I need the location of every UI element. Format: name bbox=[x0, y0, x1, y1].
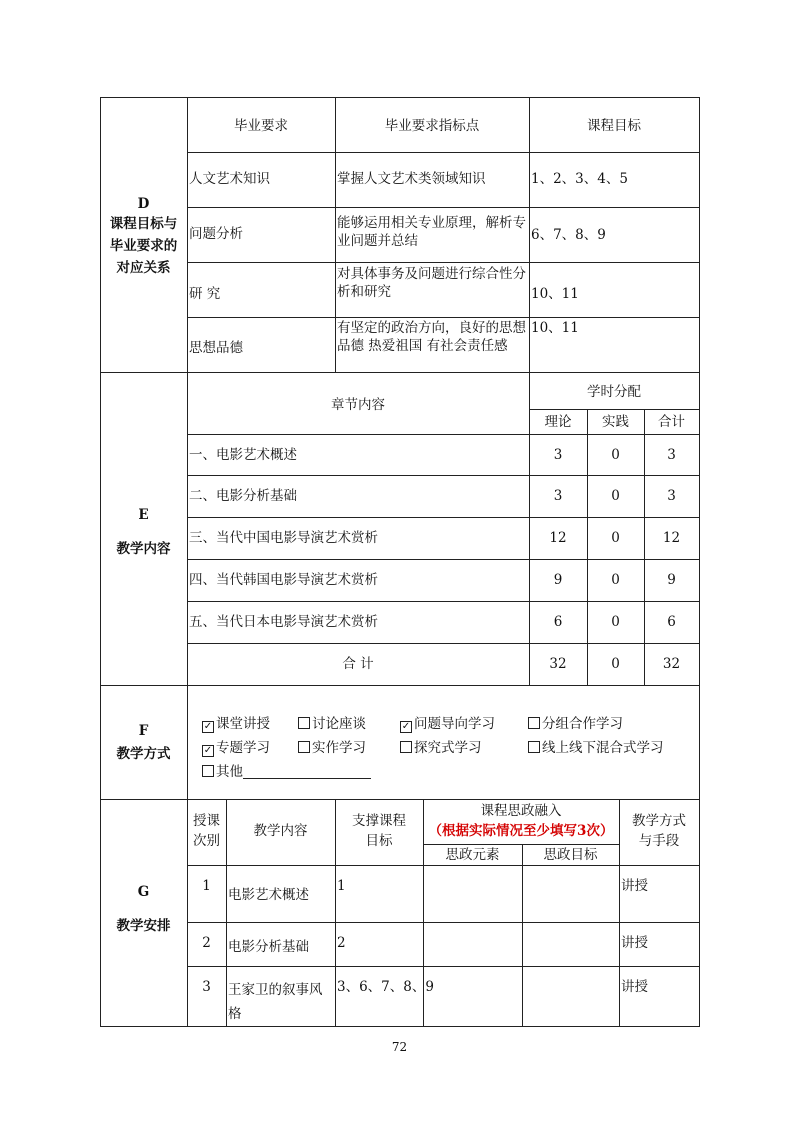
e-row5-theory: 6 bbox=[553, 614, 563, 630]
g-row2-method: 讲授 bbox=[621, 935, 648, 951]
other-input-line[interactable] bbox=[243, 764, 371, 779]
checkbox-practical[interactable] bbox=[298, 741, 310, 753]
d-row3-indicator: 对具体事务及问题进行综合性分析和研究 bbox=[337, 266, 526, 300]
g-row1-content: 电影艺术概述 bbox=[228, 887, 309, 903]
e-sum-theory: 32 bbox=[549, 656, 567, 672]
checkbox-inquiry[interactable] bbox=[400, 741, 412, 753]
g-header-content: 教学内容 bbox=[253, 823, 308, 839]
section-d-letter: D bbox=[137, 196, 150, 212]
g-header-support-2: 目标 bbox=[365, 833, 393, 849]
option-problem-based[interactable] bbox=[400, 715, 495, 733]
e-row4-theory: 9 bbox=[553, 572, 563, 588]
g-row1-no: 1 bbox=[202, 878, 211, 894]
e-row3-practice: 0 bbox=[611, 530, 620, 546]
e-row2-practice: 0 bbox=[611, 488, 620, 504]
g-row3-support: 3、6、7、8、9 bbox=[337, 979, 434, 995]
e-row2-total: 3 bbox=[667, 488, 676, 504]
option-blended-label: 线上线下混合式学习 bbox=[542, 740, 664, 756]
d-row4-requirement: 思想品德 bbox=[189, 340, 243, 356]
option-topic-label: 专题学习 bbox=[216, 740, 270, 756]
g-row3-method: 讲授 bbox=[621, 979, 648, 995]
e-row5-chapter: 五、当代日本电影导演艺术赏析 bbox=[189, 614, 378, 630]
e-row1-practice: 0 bbox=[611, 447, 620, 463]
e-row1-chapter: 一、电影艺术概述 bbox=[189, 447, 297, 463]
option-practical-label: 实作学习 bbox=[312, 740, 366, 756]
d-row2-requirement: 问题分析 bbox=[189, 226, 243, 242]
option-other[interactable] bbox=[202, 763, 371, 781]
option-topic[interactable] bbox=[202, 739, 270, 757]
g-header-element: 思政元素 bbox=[445, 847, 500, 863]
option-discussion[interactable] bbox=[298, 715, 366, 733]
section-e-letter: E bbox=[138, 507, 149, 523]
d-row2-indicator: 能够运用相关专业原理，解析专业问题并总结 bbox=[337, 215, 526, 249]
checkbox-discussion[interactable] bbox=[298, 717, 310, 729]
header-hours-allocation: 学时分配 bbox=[587, 384, 641, 400]
e-row1-total: 3 bbox=[667, 447, 676, 463]
g-header-session-1: 授课 bbox=[193, 813, 220, 829]
header-practice: 实践 bbox=[602, 414, 629, 430]
g-row2-support: 2 bbox=[337, 935, 346, 951]
option-discussion-label: 讨论座谈 bbox=[312, 716, 366, 732]
checkbox-blended[interactable] bbox=[528, 741, 540, 753]
d-row1-requirement: 人文艺术知识 bbox=[189, 171, 270, 187]
header-chapter-content: 章节内容 bbox=[331, 397, 385, 413]
header-course-goals: 课程目标 bbox=[587, 118, 641, 134]
d-row3-goals: 10、11 bbox=[531, 286, 579, 302]
section-f-letter: F bbox=[138, 723, 149, 739]
e-sum-label: 合 计 bbox=[342, 656, 374, 672]
d-row4-goals: 10、11 bbox=[531, 320, 579, 336]
option-blended[interactable] bbox=[528, 739, 664, 757]
e-row3-theory: 12 bbox=[549, 530, 567, 546]
section-g-title: 教学安排 bbox=[116, 918, 171, 934]
checkbox-lecture[interactable]: ✓ bbox=[203, 721, 213, 732]
g-header-support-1: 支撑课程 bbox=[352, 813, 406, 829]
g-row1-method: 讲授 bbox=[621, 878, 648, 894]
option-other-label: 其他 bbox=[216, 764, 243, 780]
d-row2-goals: 6、7、8、9 bbox=[531, 227, 606, 243]
e-row2-theory: 3 bbox=[553, 488, 563, 504]
option-group-work-label: 分组合作学习 bbox=[542, 716, 623, 732]
g-row2-content: 电影分析基础 bbox=[228, 939, 309, 955]
section-f-title: 教学方式 bbox=[116, 746, 171, 762]
d-row1-indicator: 掌握人文艺术类领域知识 bbox=[337, 171, 486, 187]
g-header-method-1: 教学方式 bbox=[632, 813, 686, 829]
d-row4-indicator: 有坚定的政治方向，良好的思想品德 热爱祖国 有社会责任感 bbox=[337, 320, 526, 354]
d-row1-goals: 1、2、3、4、5 bbox=[531, 171, 628, 187]
checkbox-other[interactable] bbox=[202, 765, 214, 777]
e-row4-chapter: 四、当代韩国电影导演艺术赏析 bbox=[189, 572, 378, 588]
header-total: 合计 bbox=[658, 414, 685, 430]
option-practical[interactable] bbox=[298, 739, 366, 757]
option-group-work[interactable] bbox=[528, 715, 623, 733]
g-row1-support: 1 bbox=[337, 878, 346, 894]
e-row3-chapter: 三、当代中国电影导演艺术赏析 bbox=[189, 530, 378, 546]
option-inquiry[interactable] bbox=[400, 739, 482, 757]
e-sum-practice: 0 bbox=[611, 656, 620, 672]
header-requirement-indicator: 毕业要求指标点 bbox=[384, 118, 480, 134]
e-row4-practice: 0 bbox=[611, 572, 620, 588]
g-header-method-2: 与手段 bbox=[638, 833, 680, 849]
g-header-goal: 思政目标 bbox=[543, 847, 598, 863]
header-theory: 理论 bbox=[544, 414, 572, 430]
g-header-ideology-note: （根据实际情况至少填写3次） bbox=[428, 823, 614, 839]
section-e-title: 教学内容 bbox=[116, 541, 171, 557]
g-row3-no: 3 bbox=[202, 979, 211, 995]
option-lecture-label: 课堂讲授 bbox=[216, 716, 270, 732]
section-g-letter: G bbox=[137, 884, 150, 900]
header-graduation-requirement: 毕业要求 bbox=[234, 118, 288, 134]
e-row5-total: 6 bbox=[667, 614, 676, 630]
d-row3-requirement: 研 究 bbox=[189, 286, 221, 302]
g-header-session-2: 次别 bbox=[193, 833, 220, 849]
section-d-title-line1: 课程目标与 bbox=[109, 216, 178, 232]
e-row5-practice: 0 bbox=[611, 614, 620, 630]
g-row3-content: 王家卫的叙事风格 bbox=[228, 982, 323, 1022]
checkbox-topic[interactable]: ✓ bbox=[203, 745, 213, 756]
e-row1-theory: 3 bbox=[553, 447, 563, 463]
g-row2-no: 2 bbox=[202, 935, 211, 951]
checkbox-group-work[interactable] bbox=[528, 717, 540, 729]
page-number: 72 bbox=[391, 1040, 408, 1054]
e-row2-chapter: 二、电影分析基础 bbox=[189, 488, 297, 504]
option-lecture[interactable] bbox=[202, 715, 270, 733]
g-header-ideology: 课程思政融入 bbox=[480, 803, 562, 819]
checkbox-problem-based[interactable]: ✓ bbox=[401, 721, 411, 732]
e-sum-total: 32 bbox=[662, 656, 681, 672]
section-d-title-line3: 对应关系 bbox=[116, 260, 171, 276]
e-row4-total: 9 bbox=[667, 572, 676, 588]
section-d-title-line2: 毕业要求的 bbox=[109, 238, 178, 254]
option-inquiry-label: 探究式学习 bbox=[414, 740, 482, 756]
e-row3-total: 12 bbox=[662, 530, 681, 546]
option-problem-based-label: 问题导向学习 bbox=[414, 716, 495, 732]
